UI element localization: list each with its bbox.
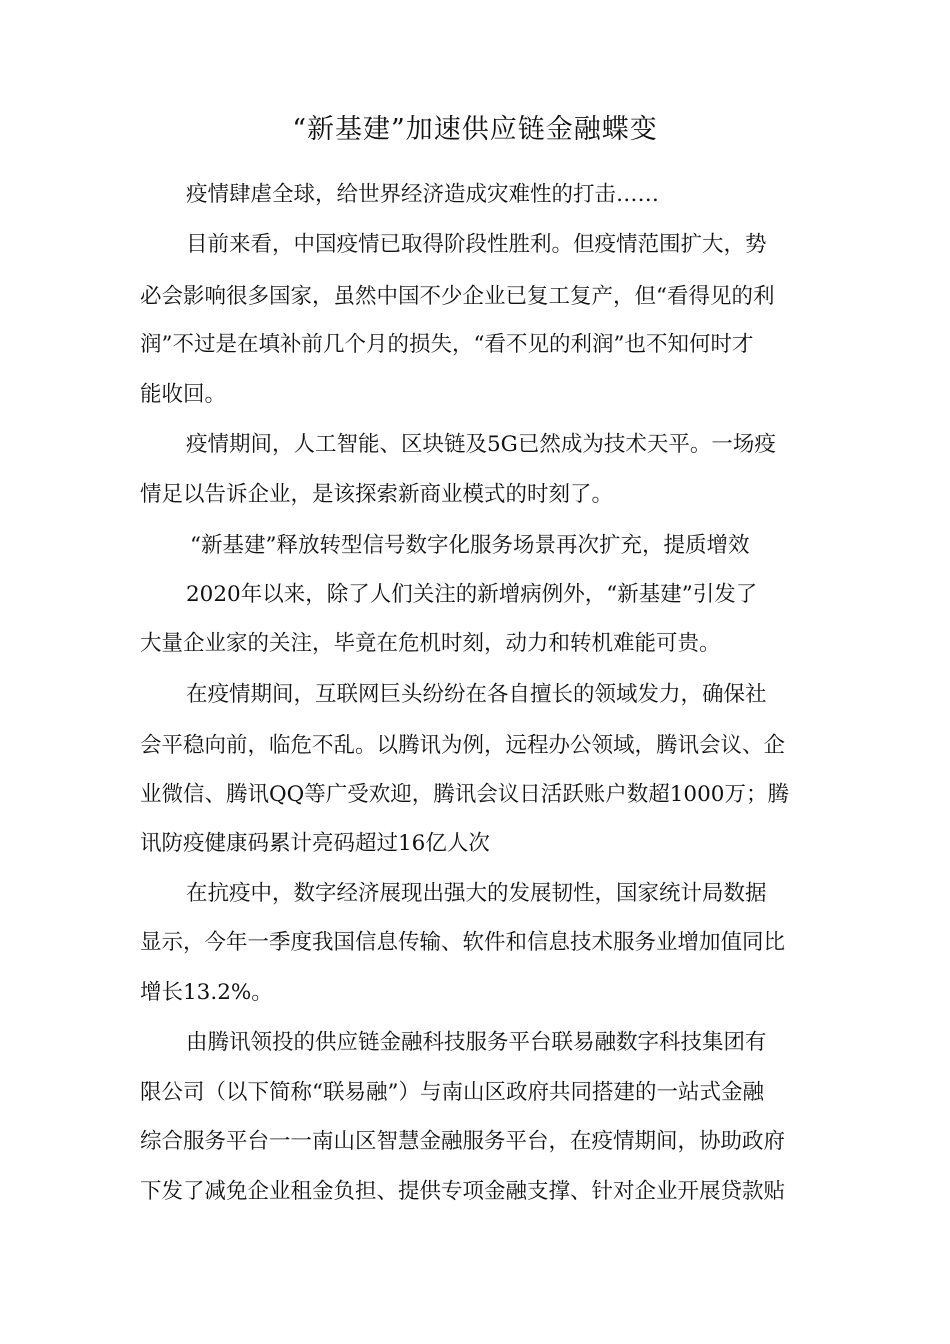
text-line: 讯防疫健康码累计亮码超过16亿人次 [140, 831, 490, 856]
text-line: 综合服务平台一一南山区智慧金融服务平台，在疫情期间，协助政府 [140, 1129, 786, 1154]
text-line: 目前来看，中国疫情已取得阶段性胜利。但疫情范围扩大，势 [186, 232, 767, 257]
document-title: “新基建”加速供应链金融蝶变 [292, 114, 658, 145]
text-line: 2020年以来，除了人们关注的新增病例外，“新基建”引发了 [186, 582, 758, 607]
text-line: 大量企业家的关注，毕竟在危机时刻，动力和转机难能可贵。 [140, 631, 721, 656]
text-line: 情足以告诉企业，是该探索新商业模式的时刻了。 [140, 482, 614, 507]
text-line: 由腾讯领投的供应链金融科技服务平台联易融数字科技集团有 [186, 1030, 767, 1055]
text-line: 在抗疫中，数字经济展现出强大的发展韧性，国家统计局数据 [186, 881, 767, 906]
text-line: 增长13.2%。 [140, 980, 273, 1005]
text-line: 能收回。 [140, 382, 227, 407]
text-line: 业微信、腾讯QQ等广受欢迎，腾讯会议日活跃账户数超1000万；腾 [140, 782, 789, 807]
text-line: 下发了减免企业租金负担、提供专项金融支撑、针对企业开展贷款贴 [140, 1179, 786, 1204]
text-line: 显示，今年一季度我国信息传输、软件和信息技术服务业增加值同比 [140, 930, 786, 955]
text-line: 限公司（以下简称“联易融”）与南山区政府共同搭建的一站式金融 [140, 1080, 764, 1105]
text-line: “新基建”释放转型信号数字化服务场景再次扩充，提质增效 [190, 533, 750, 558]
text-line: 润”不过是在填补前几个月的损失，“看不见的利润”也不知何时才 [140, 332, 754, 357]
text-line: 会平稳向前，临危不乱。以腾讯为例，远程办公领域，腾讯会议、企 [140, 733, 786, 758]
text-line: 必会影响很多国家，虽然中国不少企业已复工复产，但“看得见的利 [140, 284, 775, 309]
text-line: 疫情肆虐全球，给世界经济造成灾难性的打击…… [186, 182, 660, 207]
text-line: 疫情期间，人工智能、区块链及5G已然成为技术天平。一场疫 [186, 432, 776, 457]
text-line: 在疫情期间，互联网巨头纷纷在各自擅长的领域发力，确保社 [186, 682, 767, 707]
